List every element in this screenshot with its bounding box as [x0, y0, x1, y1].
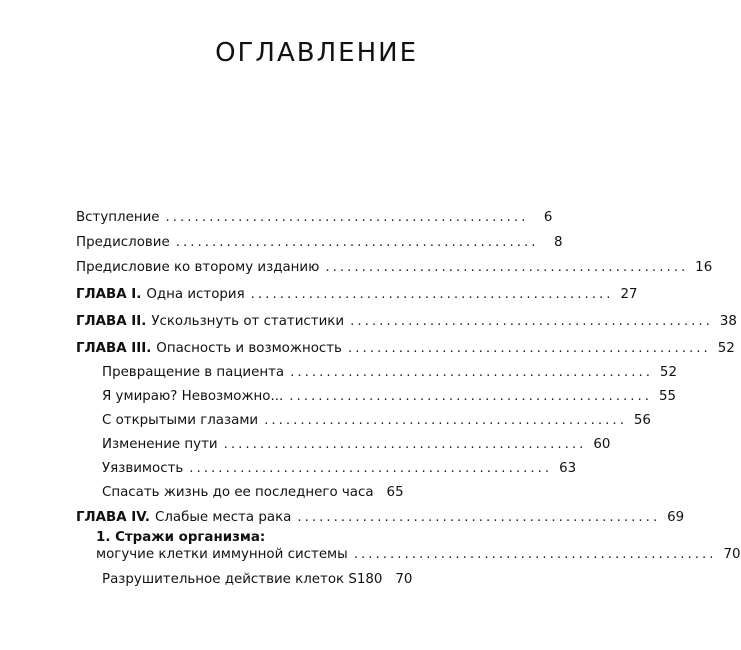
page-title: ОГЛАВЛЕНИЕ [215, 38, 418, 68]
toc-entry[interactable] [76, 260, 713, 282]
dot-leader: .................................................. [350, 314, 713, 329]
toc-entry[interactable] [76, 235, 563, 257]
toc-subentry[interactable] [102, 572, 413, 594]
dot-leader: .................................................. [289, 389, 653, 404]
toc-entry-title: могучие клетки иммунной системы [96, 547, 348, 562]
toc-page-number: 27 [620, 287, 638, 302]
dot-leader: .................................................. [165, 210, 529, 225]
toc-entry-title: Уязвимость [102, 461, 184, 476]
toc-section-heading: 1. Стражи организма: [96, 530, 266, 545]
toc-subentry[interactable] [102, 365, 677, 387]
dot-leader: .................................................. [189, 461, 553, 476]
toc-entry-title: Ускользнуть от статистики [151, 314, 345, 329]
toc-page-number: 16 [695, 260, 713, 275]
dot-leader: .................................................. [264, 413, 627, 428]
toc-chapter-label: ГЛАВА I. [76, 287, 142, 302]
toc-page-number: 38 [719, 314, 737, 329]
toc-subentry[interactable] [102, 413, 651, 435]
dot-leader: .................................................. [325, 260, 689, 275]
toc-page-number: 8 [554, 235, 563, 250]
toc-chapter-entry[interactable] [76, 314, 737, 336]
toc-chapter-label: ГЛАВА III. [76, 341, 152, 356]
toc-page-number: 65 [386, 485, 404, 500]
toc-entry-title: Я умираю? Невозможно... [102, 389, 284, 404]
toc-entry[interactable] [76, 210, 553, 232]
dot-leader: .................................................. [290, 365, 653, 380]
toc-page-number: 70 [395, 572, 413, 587]
toc-page-number: 52 [659, 365, 677, 380]
toc-entry-title: Опасность и возможность [156, 341, 342, 356]
dot-leader: .................................................. [175, 235, 539, 250]
dot-leader: .................................................. [353, 547, 717, 562]
toc-entry-title: Предисловие ко второму изданию [76, 260, 320, 275]
toc-page-number: 60 [593, 437, 611, 452]
toc-entry-title: Разрушительное действие клеток S180 [102, 572, 383, 587]
toc-subentry[interactable] [96, 547, 741, 569]
toc-entry-title: Одна история [146, 287, 245, 302]
toc-entry-title: Слабые места рака [154, 510, 292, 525]
toc-page-number: 69 [667, 510, 685, 525]
toc-entry-title: С открытыми глазами [102, 413, 259, 428]
dot-leader: .................................................. [250, 287, 614, 302]
toc-subentry[interactable] [102, 389, 677, 411]
toc-entry-title: Предисловие [76, 235, 170, 250]
dot-leader: .................................................. [223, 437, 587, 452]
dot-leader: .................................................. [297, 510, 661, 525]
toc-page-number: 55 [659, 389, 677, 404]
toc-chapter-label: ГЛАВА IV. [76, 510, 150, 525]
toc-chapter-label: ГЛАВА II. [76, 314, 147, 329]
toc-page-number: 63 [559, 461, 577, 476]
toc-subentry[interactable] [102, 461, 577, 483]
toc-entry-title: Спасать жизнь до ее последнего часа [102, 485, 374, 500]
toc-page-number: 56 [633, 413, 651, 428]
toc-chapter-entry[interactable] [76, 287, 638, 309]
toc-page-number: 70 [723, 547, 741, 562]
toc-chapter-entry[interactable] [76, 341, 735, 363]
toc-chapter-entry[interactable] [76, 510, 685, 532]
toc-entry-title: Превращение в пациента [102, 365, 285, 380]
toc-entry-title: Вступление [76, 210, 160, 225]
toc-page-number: 52 [717, 341, 735, 356]
toc-page-number: 6 [543, 210, 553, 225]
toc-subentry[interactable] [102, 437, 611, 459]
dot-leader: .................................................. [347, 341, 711, 356]
toc-entry-title: Изменение пути [102, 437, 218, 452]
toc-subentry[interactable] [102, 485, 404, 507]
